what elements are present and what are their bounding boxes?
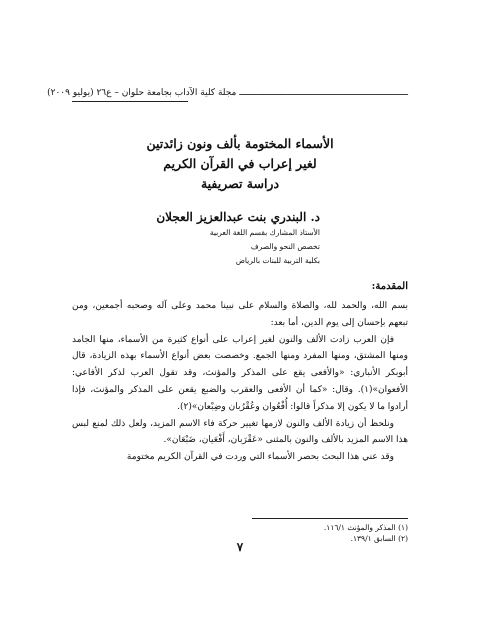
author-position: الأستاذ المشارك بقسم اللغة العربية	[209, 228, 320, 237]
paragraph-1: بسم الله، والحمد لله، والصلاة والسلام على نبينا محمد وعلى آله وصحبه أجمعين، ومن تبعهم بإحسان إلى يوم الدين، أما بعد:	[72, 301, 408, 328]
author-name: د. البندري بنت عبدالعزيز العجلان	[156, 210, 320, 224]
title-line-1: الأسماء المختومة بألف ونون زائدتين	[146, 136, 334, 151]
paragraph-2: فإن العرب زادت الألف والنون لغير إعراب على أنواع كثيرة من الأسماء، منها الجامد ومنها المشتق، ومنها المفرد ومنها الجمع. وخصصت بعض أنواع الأسماء بهذه الزيادة، قال أبوبكر الأنباري: «والأفعى يقع على المذكر والمؤنث، وقد تقول العرب لذكر الأفاعي: الأفعوان»(١). وقال: «كما أن الأفعى والعقرب والضبع يقعن على المذكر والمؤنث، فإذا أرادوا ما لا يكون إلا مذكراً قالوا: أُفْعُوان وعُقْرُبان وضِبْعان»(٢).	[72, 334, 408, 412]
title-line-3: دراسة تصريفية	[200, 176, 280, 191]
header-rule	[72, 101, 188, 102]
paragraph-4: وقد عني هذا البحث بحصر الأسماء التي وردت في القرآن الكريم مختومة	[126, 452, 394, 463]
title-line-2: لغير إعراب في القرآن الكريم	[163, 156, 317, 171]
section-heading: المقدمة:	[371, 281, 408, 292]
author-college: بكلية التربية للبنات بالرياض	[235, 256, 320, 265]
author-info	[120, 209, 320, 268]
author-specialty: تخصص النحو والصرف	[250, 242, 320, 251]
article-title	[72, 134, 408, 194]
paragraph-3: ونلحظ أن زيادة الألف والنون لازمها تغيير حركة فاء الاسم المزيد، ولعل ذلك لمنع لبس هذا الاسم المزيد بالألف والنون بالمثنى «عَقْرَبان، أَفْعَيان، ضَبْعَان».	[72, 418, 408, 446]
footnote-1: (١) المذكر والمؤنث ١١٦/١.	[323, 523, 408, 532]
footnote-rule	[252, 518, 408, 519]
footnote-2: (٢) السابق ١٣٩/١.	[350, 534, 408, 543]
body-text	[72, 298, 408, 466]
running-header: ــــــــــــــــــــــــــــــــــــــــــــــــــــــــــــــــ مجلة كلية الآداب بجامعة حلوان – ع٢٦ (يوليو ٢٠٠٩)	[47, 88, 408, 98]
page-number: ٧	[236, 540, 244, 554]
